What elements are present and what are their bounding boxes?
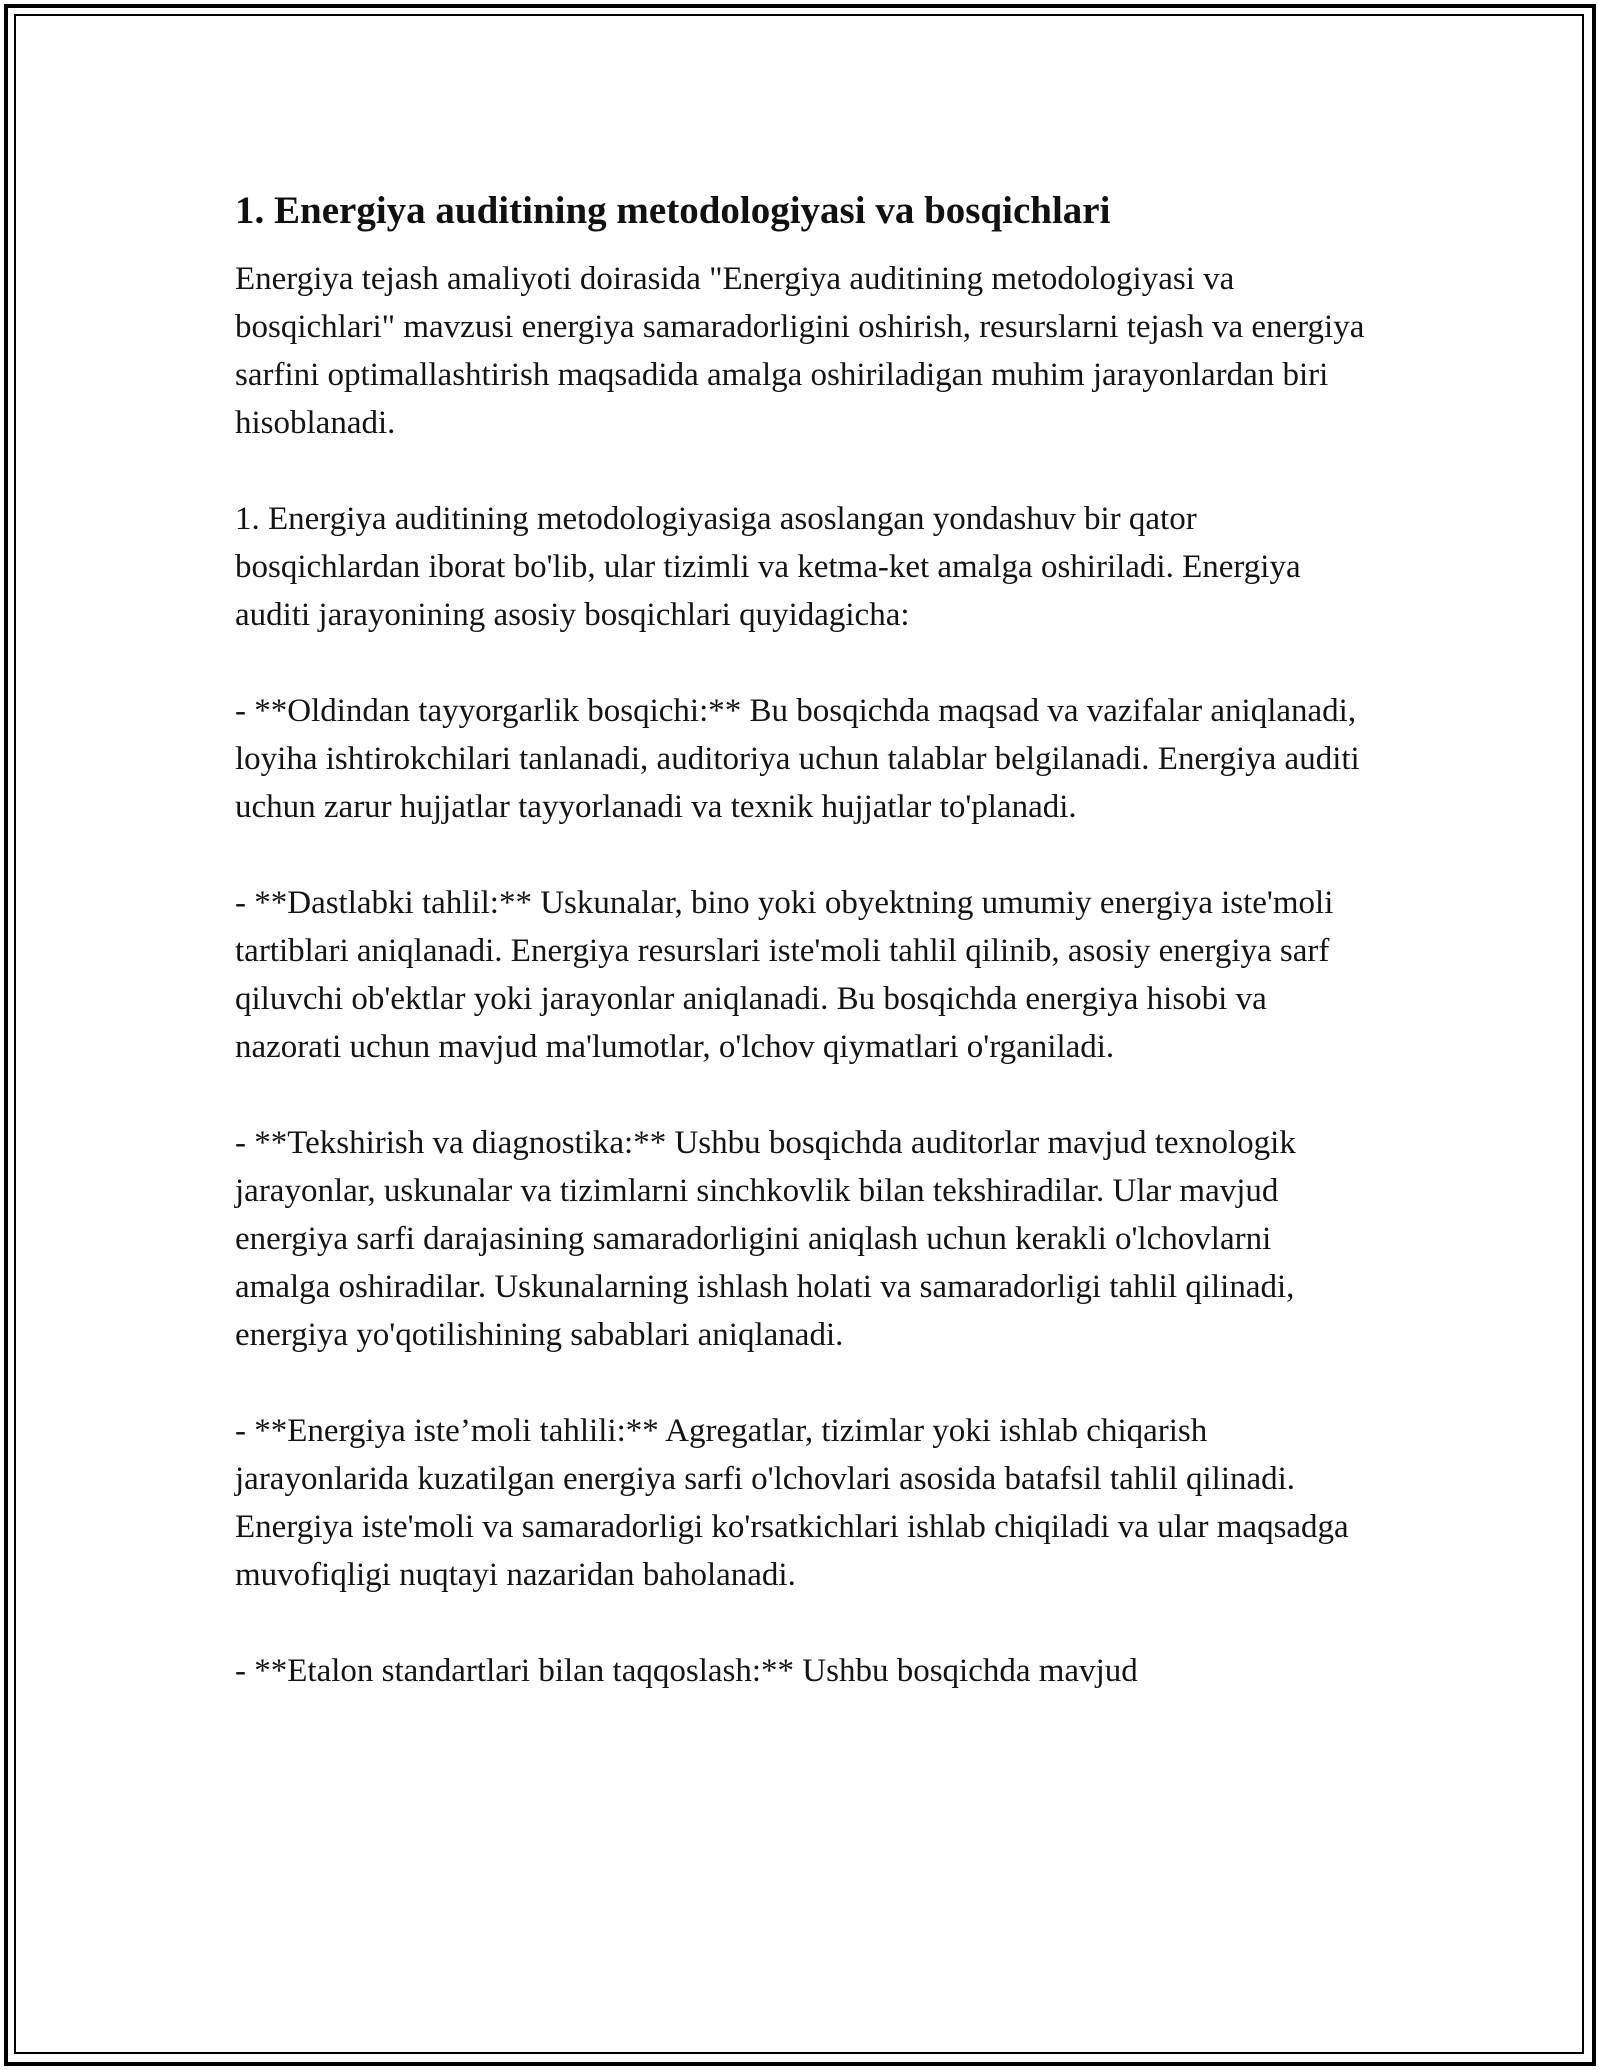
paragraph-benchmark-comparison: - **Etalon standartlari bilan taqqoslash:** Ushbu bosqichda mavjud — [235, 1653, 1138, 1689]
paragraph-methodology: 1. Energiya auditining metodologiyasiga asoslangan yondashuv bir qator bosqichlardan iborat bo'lib, ular tizimli va ketma-ket amalga oshiriladi. Energiya auditi jarayonining asosiy bosqichlari quyidagicha: — [235, 501, 1301, 633]
document-title: 1. Energiya auditining metodologiyasi va bosqichlari — [235, 189, 1111, 232]
paragraph-intro: Energiya tejash amaliyoti doirasida "Energiya auditining metodologiyasi va bosqichlari" mavzusi energiya samaradorligini oshirish, resurslarni tejash va energiya sarfini optimallashtirish maqsadida amalga oshiriladigan muhim jarayonlardan biri hisoblanadi. — [235, 261, 1365, 441]
paragraph-inspection-diagnostics: - **Tekshirish va diagnostika:** Ushbu bosqichda auditorlar mavjud texnologik jarayonlar, uskunalar va tizimlarni sinchkovlik bilan tekshiradilar. Ular mavjud energiya sarfi darajasining samaradorligini aniqlash uchun kerakli o'lchovlarni amalga oshiradilar. Uskunalarning ishlash holati va samaradorligi tahlil qilinadi, energiya yo'qotilishining sabablari aniqlanadi. — [235, 1125, 1296, 1353]
document-body — [235, 185, 1370, 1695]
paragraph-preliminary-analysis: - **Dastlabki tahlil:** Uskunalar, bino yoki obyektning umumiy energiya iste'moli tartiblari aniqlanadi. Energiya resurslari iste'moli tahlil qilinib, asosiy energiya sarf qiluvchi ob'ektlar yoki jarayonlar aniqlanadi. Bu bosqichda energiya hisobi va nazorati uchun mavjud ma'lumotlar, o'lchov qiymatlari o'rganiladi. — [235, 885, 1334, 1065]
paragraph-preparation-stage: - **Oldindan tayyorgarlik bosqichi:** Bu bosqichda maqsad va vazifalar aniqlanadi, loyiha ishtirokchilari tanlanadi, auditoriya uchun talablar belgilanadi. Energiya auditi uchun zarur hujjatlar tayyorlanadi va texnik hujjatlar to'planadi. — [235, 693, 1360, 825]
paragraph-consumption-analysis: - **Energiya iste’moli tahlili:** Agregatlar, tizimlar yoki ishlab chiqarish jarayonlarida kuzatilgan energiya sarfi o'lchovlari asosida batafsil tahlil qilinadi. Energiya iste'moli va samaradorligi ko'rsatkichlari ishlab chiqiladi va ular maqsadga muvofiqligi nuqtayi nazaridan baholanadi. — [235, 1413, 1349, 1593]
